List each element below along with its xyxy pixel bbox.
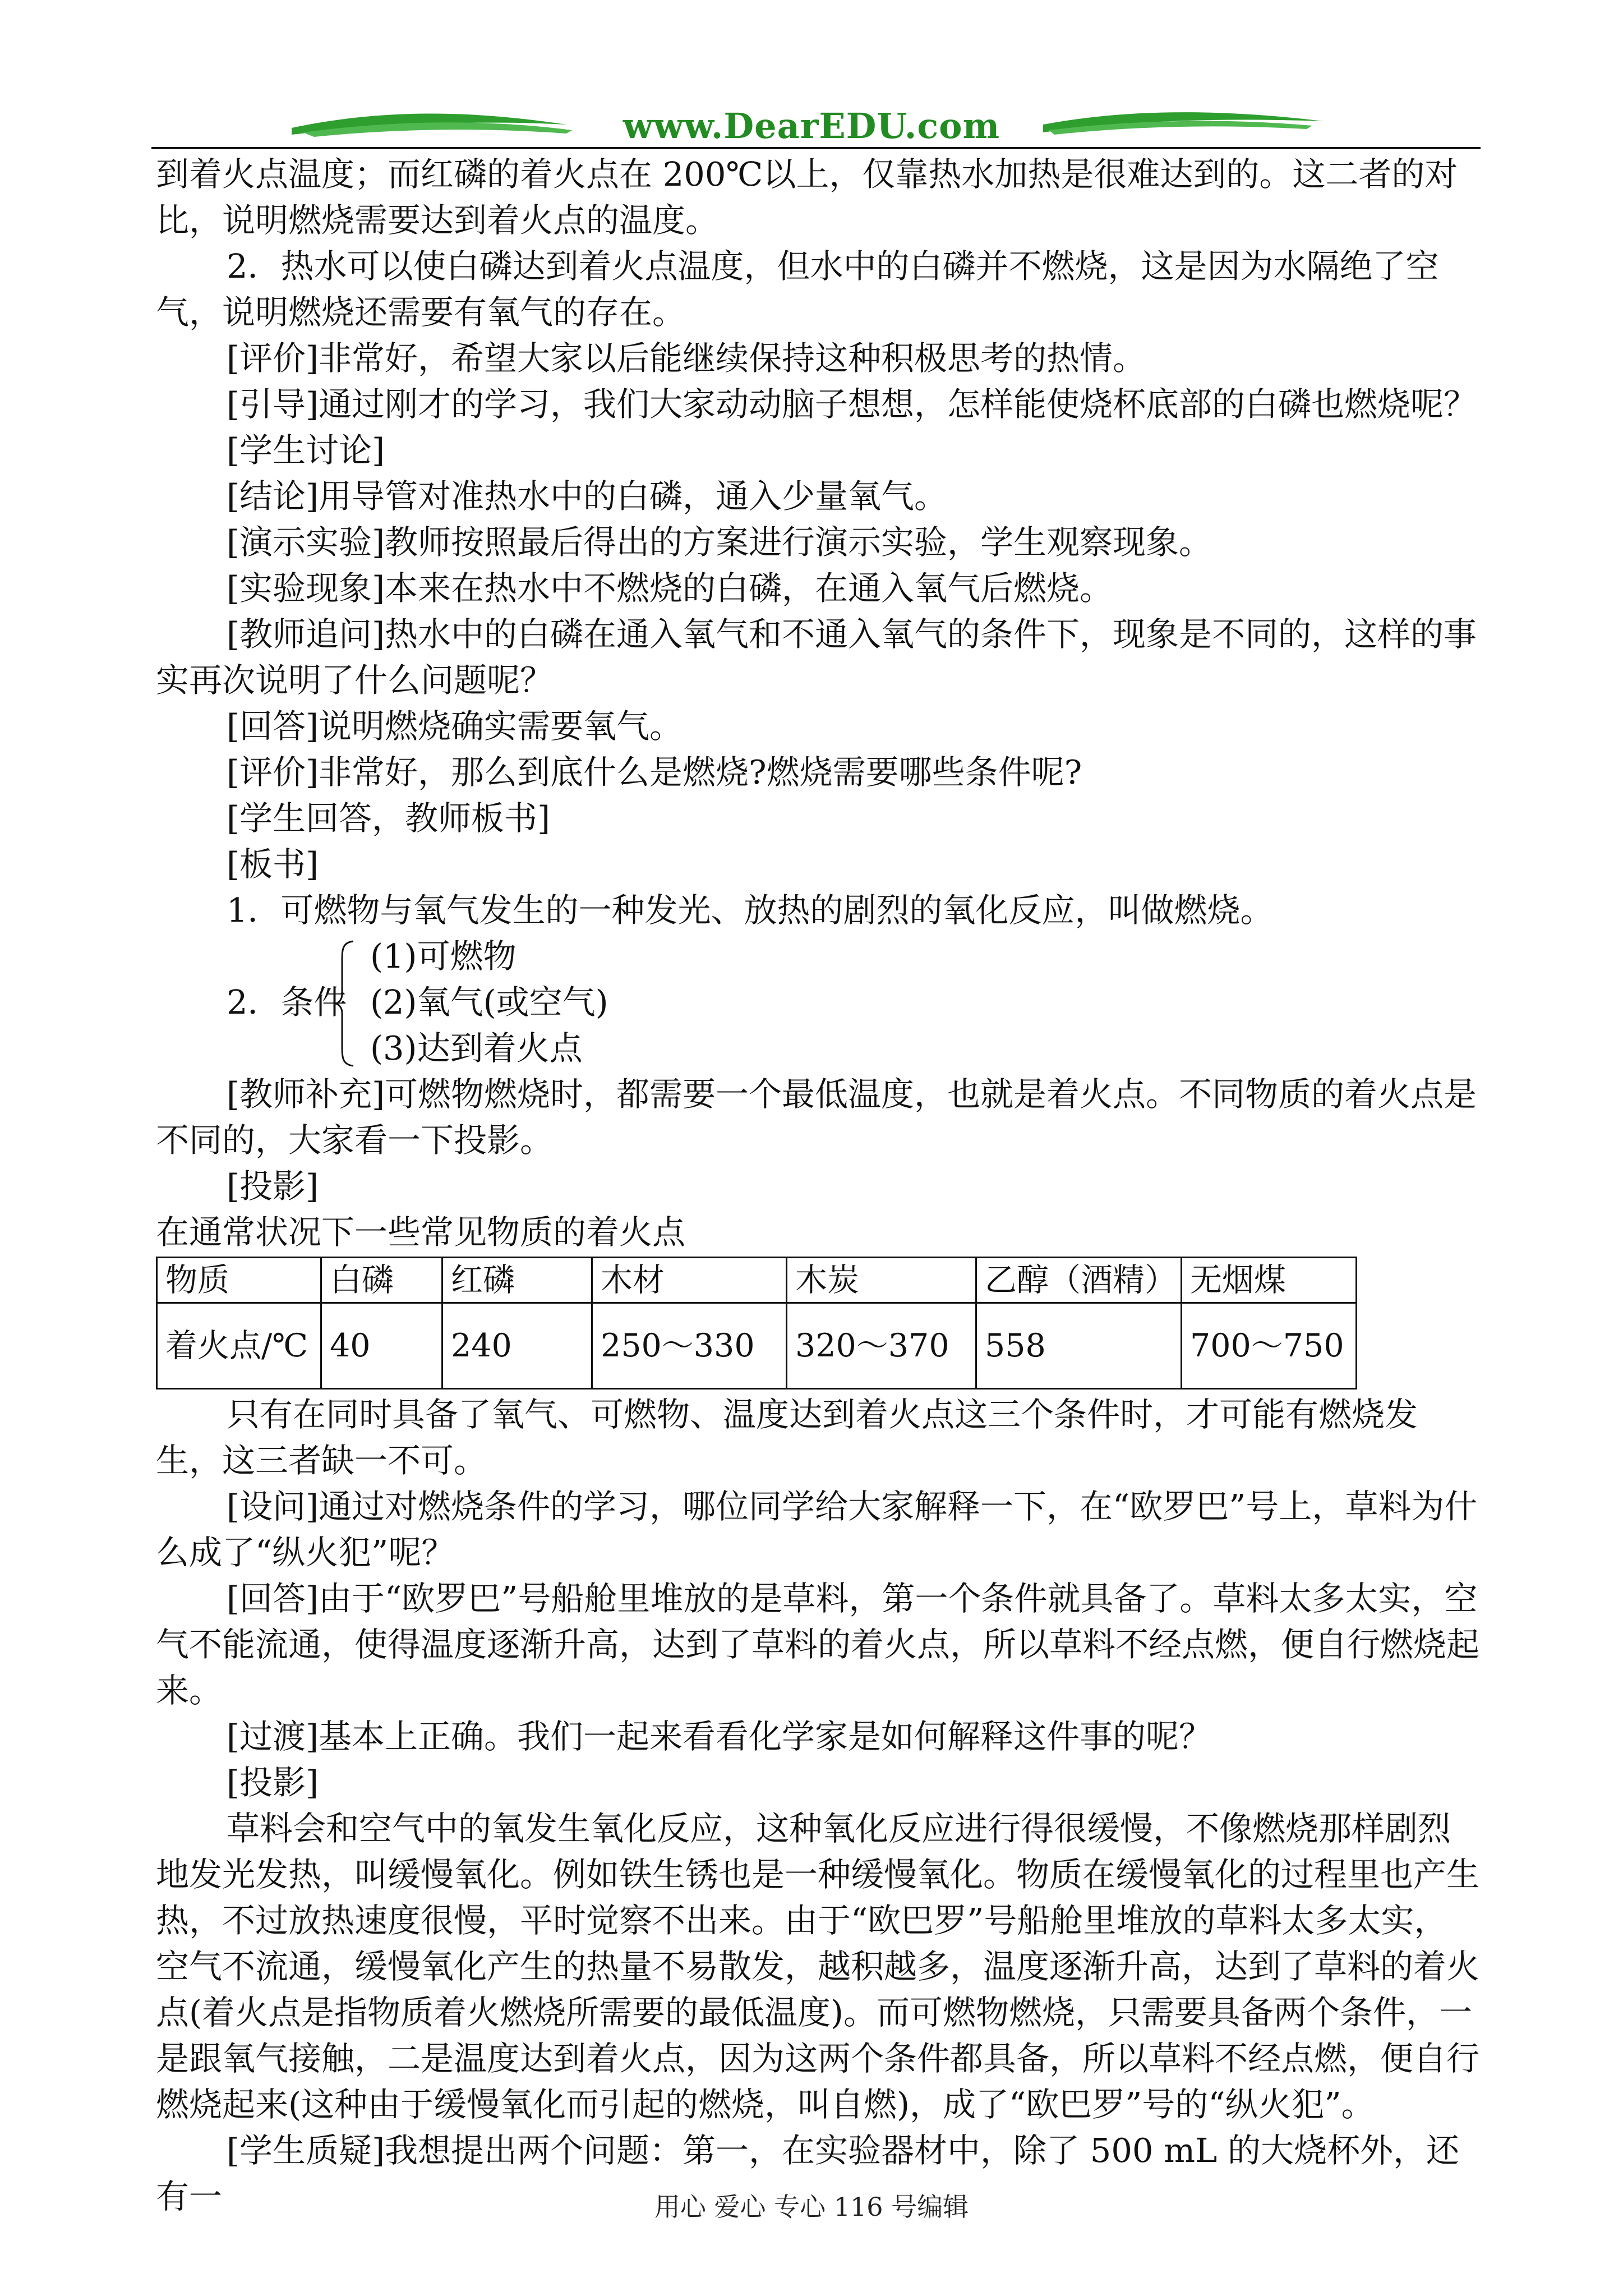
table-header-row	[157, 1258, 1357, 1303]
paragraph: [回答]由于“欧罗巴”号船舱里堆放的是草料，第一个条件就具备了。草料太多太实，空气不能流通，使得温度逐渐升高，达到了草料的着火点，所以草料不经点燃，便自行燃烧起来。	[156, 1579, 1480, 1710]
site-logo-text: www.DearEDU.com	[623, 105, 1000, 146]
table-header-cell: 乙醇（酒精）	[976, 1258, 1182, 1303]
paragraph: [实验现象]本来在热水中不燃烧的白磷，在通入氧气后燃烧。	[227, 569, 1113, 608]
page-header	[0, 0, 1623, 151]
table-cell: 250～330	[592, 1303, 787, 1389]
paragraph: [结论]用导管对准热水中的白磷，通入少量氧气。	[227, 477, 948, 516]
paragraph: [教师补充]可燃物燃烧时，都需要一个最低温度，也就是着火点。不同物质的着火点是不同的，大家看一下投影。	[156, 1075, 1477, 1159]
document-body	[156, 151, 1479, 2220]
paragraph: [投影]	[227, 1167, 319, 1205]
conditions-label: 2．条件	[227, 983, 347, 1022]
table-header-cell: 木炭	[787, 1258, 976, 1303]
condition-item: (2)氧气(或空气)	[370, 983, 608, 1022]
table-header-cell: 物质	[157, 1258, 321, 1303]
paragraph: [引导]通过刚才的学习，我们大家动动脑子想想，怎样能使烧杯底部的白磷也燃烧呢？	[227, 385, 1477, 424]
page-footer: 用心 爱心 专心 116 号编辑	[654, 2192, 969, 2222]
paragraph: [设问]通过对燃烧条件的学习，哪位同学给大家解释一下，在“欧罗巴”号上，草料为什么成了“纵火犯”呢？	[156, 1487, 1478, 1572]
paragraph: [演示实验]教师按照最后得出的方案进行演示实验，学生观察现象。	[227, 523, 1212, 562]
paragraph: 1．可燃物与氧气发生的一种发光、放热的剧烈的氧化反应，叫做燃烧。	[227, 891, 1274, 930]
table-caption: 在通常状况下一些常见物质的着火点	[156, 1213, 686, 1251]
paragraph: [投影]	[227, 1763, 319, 1802]
paragraph: [评价]非常好，希望大家以后能继续保持这种积极思考的热情。	[227, 339, 1146, 378]
condition-item: (3)达到着火点	[370, 1029, 583, 1068]
table-header-cell: 白磷	[321, 1258, 442, 1303]
table-cell: 40	[321, 1303, 442, 1389]
paragraph: 只有在同时具备了氧气、可燃物、温度达到着火点这三个条件时，才可能有燃烧发生，这三者缺一不可。	[156, 1395, 1418, 1480]
condition-item: (1)可燃物	[370, 937, 517, 976]
paragraph: 草料会和空气中的氧发生氧化反应，这种氧化反应进行得很缓慢，不像燃烧那样剧烈地发光发热，叫缓慢氧化。例如铁生锈也是一种缓慢氧化。物质在缓慢氧化的过程里也产生热，不过放热速度很慢，平时觉察不出来。由于“欧巴罗”号船舱里堆放的草料太多太实，空气不流通，缓慢氧化产生的热量不易散发，越积越多，温度逐渐升高，达到了草料的着火点(着火点是指物质着火燃烧所需要的最低温度)。而可燃物燃烧，只需要具备两个条件，一是跟氧气接触，二是温度达到着火点，因为这两个条件都具备，所以草料不经点燃，便自行燃烧起来(这种由于缓慢氧化而引起的燃烧，叫自燃)，成了“欧巴罗”号的“纵火犯”。	[156, 1809, 1480, 2124]
paragraph: 2．热水可以使白磷达到着火点温度，但水中的白磷并不燃烧，这是因为水隔绝了空气，说明燃烧还需要有氧气的存在。	[156, 247, 1439, 332]
header-rule	[151, 147, 1481, 149]
paragraph: [评价]非常好，那么到底什么是燃烧?燃烧需要哪些条件呢?	[227, 753, 1082, 792]
paragraph: [回答]说明燃烧确实需要氧气。	[227, 707, 683, 746]
paragraph: [教师追问]热水中的白磷在通入氧气和不通入氧气的条件下，现象是不同的，这样的事实再次说明了什么问题呢？	[156, 615, 1477, 700]
table-cell: 240	[442, 1303, 592, 1389]
combustion-conditions	[156, 933, 1479, 1071]
ignition-point-table	[156, 1257, 1357, 1389]
table-header-cell: 红磷	[442, 1258, 592, 1303]
table-cell: 320～370	[787, 1303, 976, 1389]
table-cell: 558	[976, 1303, 1182, 1389]
table-header-cell: 木材	[592, 1258, 787, 1303]
table-row-label: 着火点/℃	[157, 1303, 321, 1389]
table-header-cell: 无烟煤	[1182, 1258, 1357, 1303]
paragraph: 到着火点温度；而红磷的着火点在 200℃以上，仅靠热水加热是很难达到的。这二者的对比，说明燃烧需要达到着火点的温度。	[156, 155, 1458, 240]
paragraph: [学生讨论]	[227, 431, 385, 470]
paragraph: [板书]	[227, 845, 319, 884]
paragraph: [学生回答，教师板书]	[227, 799, 551, 838]
paragraph: [学生质疑]我想提出两个问题：第一，在实验器材中，除了 500 mL 的大烧杯外，还有一	[156, 2131, 1460, 2216]
paragraph: [过渡]基本上正确。我们一起来看看化学家是如何解释这件事的呢？	[227, 1717, 1212, 1756]
table-cell: 700～750	[1182, 1303, 1357, 1389]
table-row	[157, 1303, 1357, 1389]
left-brace-icon	[334, 939, 357, 1068]
